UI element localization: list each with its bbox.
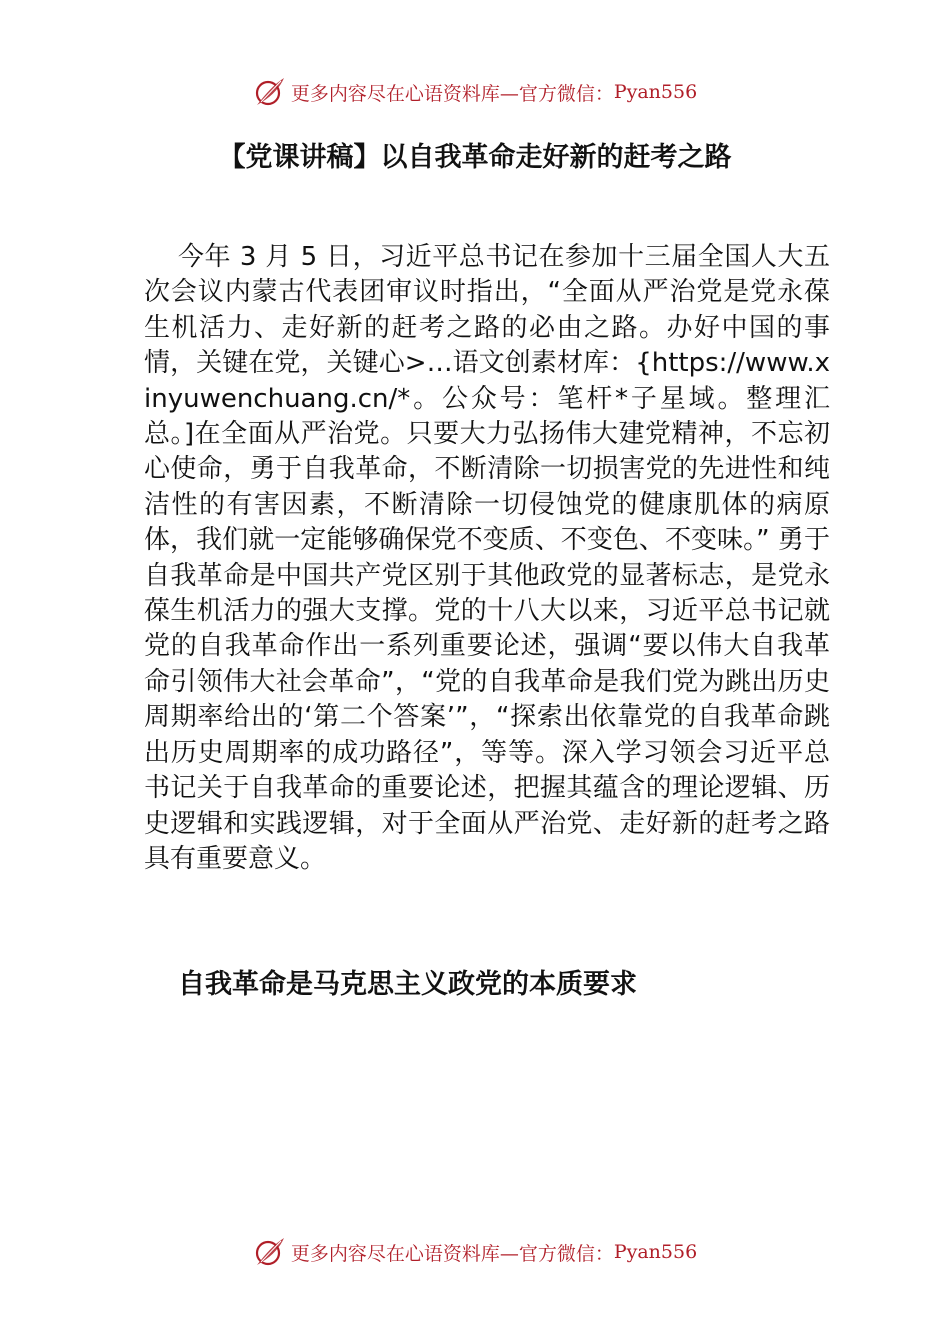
banner-text: 更多内容尽在心语资料库—官方微信： [290, 82, 614, 105]
quill-logo-icon [253, 75, 287, 109]
banner-wechat-id: Pyan556 [613, 81, 698, 103]
footer-banner [0, 1234, 950, 1270]
body-paragraph: 今年 3 月 5 日，习近平总书记在参加十三届全国人大五次会议内蒙古代表团审议时指出，“全面从严治党是党永葆生机活力、走好新的赶考之路的必由之路。办好中国的事情，关键在党，关键心>…语文创素材库：{https://www.xinyuwenchuang.cn/*。公众号：笔杆*子星域。整理汇总。]在全面从严治党。只要大力弘扬伟大建党精神，不忘初心使命，勇于自我革命，不断清除一切损害党的先进性和纯洁性的有害因素，不断清除一切侵蚀党的健康肌体的病原体，我们就一定能够确保党不变质、不变色、不变味。” 勇于自我革命是中国共产党区别于其他政党的显著标志，是党永葆生机活力的强大支撑。党的十八大以来，习近平总书记就党的自我革命作出一系列重要论述，强调“要以伟大自我革命引领伟大社会革命”，“党的自我革命是我们党为跳出历史周期率给出的‘第二个答案’”，“探索出依靠党的自我革命跳出历史周期率的成功路径”，等等。深入学习领会习近平总书记关于自我革命的重要论述，把握其蕴含的理论逻辑、历史逻辑和实践逻辑，对于全面从严治党、走好新的赶考之路具有重要意义。 [144, 242, 830, 874]
banner-text: 更多内容尽在心语资料库—官方微信： [290, 1242, 614, 1265]
section-heading: 自我革命是马克思主义政党的本质要求 [178, 969, 637, 1000]
banner-wechat-id: Pyan556 [613, 1241, 698, 1263]
header-banner [0, 74, 950, 110]
quill-logo-icon [253, 1235, 287, 1269]
document-title: 【党课讲稿】以自我革命走好新的赶考之路 [218, 142, 732, 173]
